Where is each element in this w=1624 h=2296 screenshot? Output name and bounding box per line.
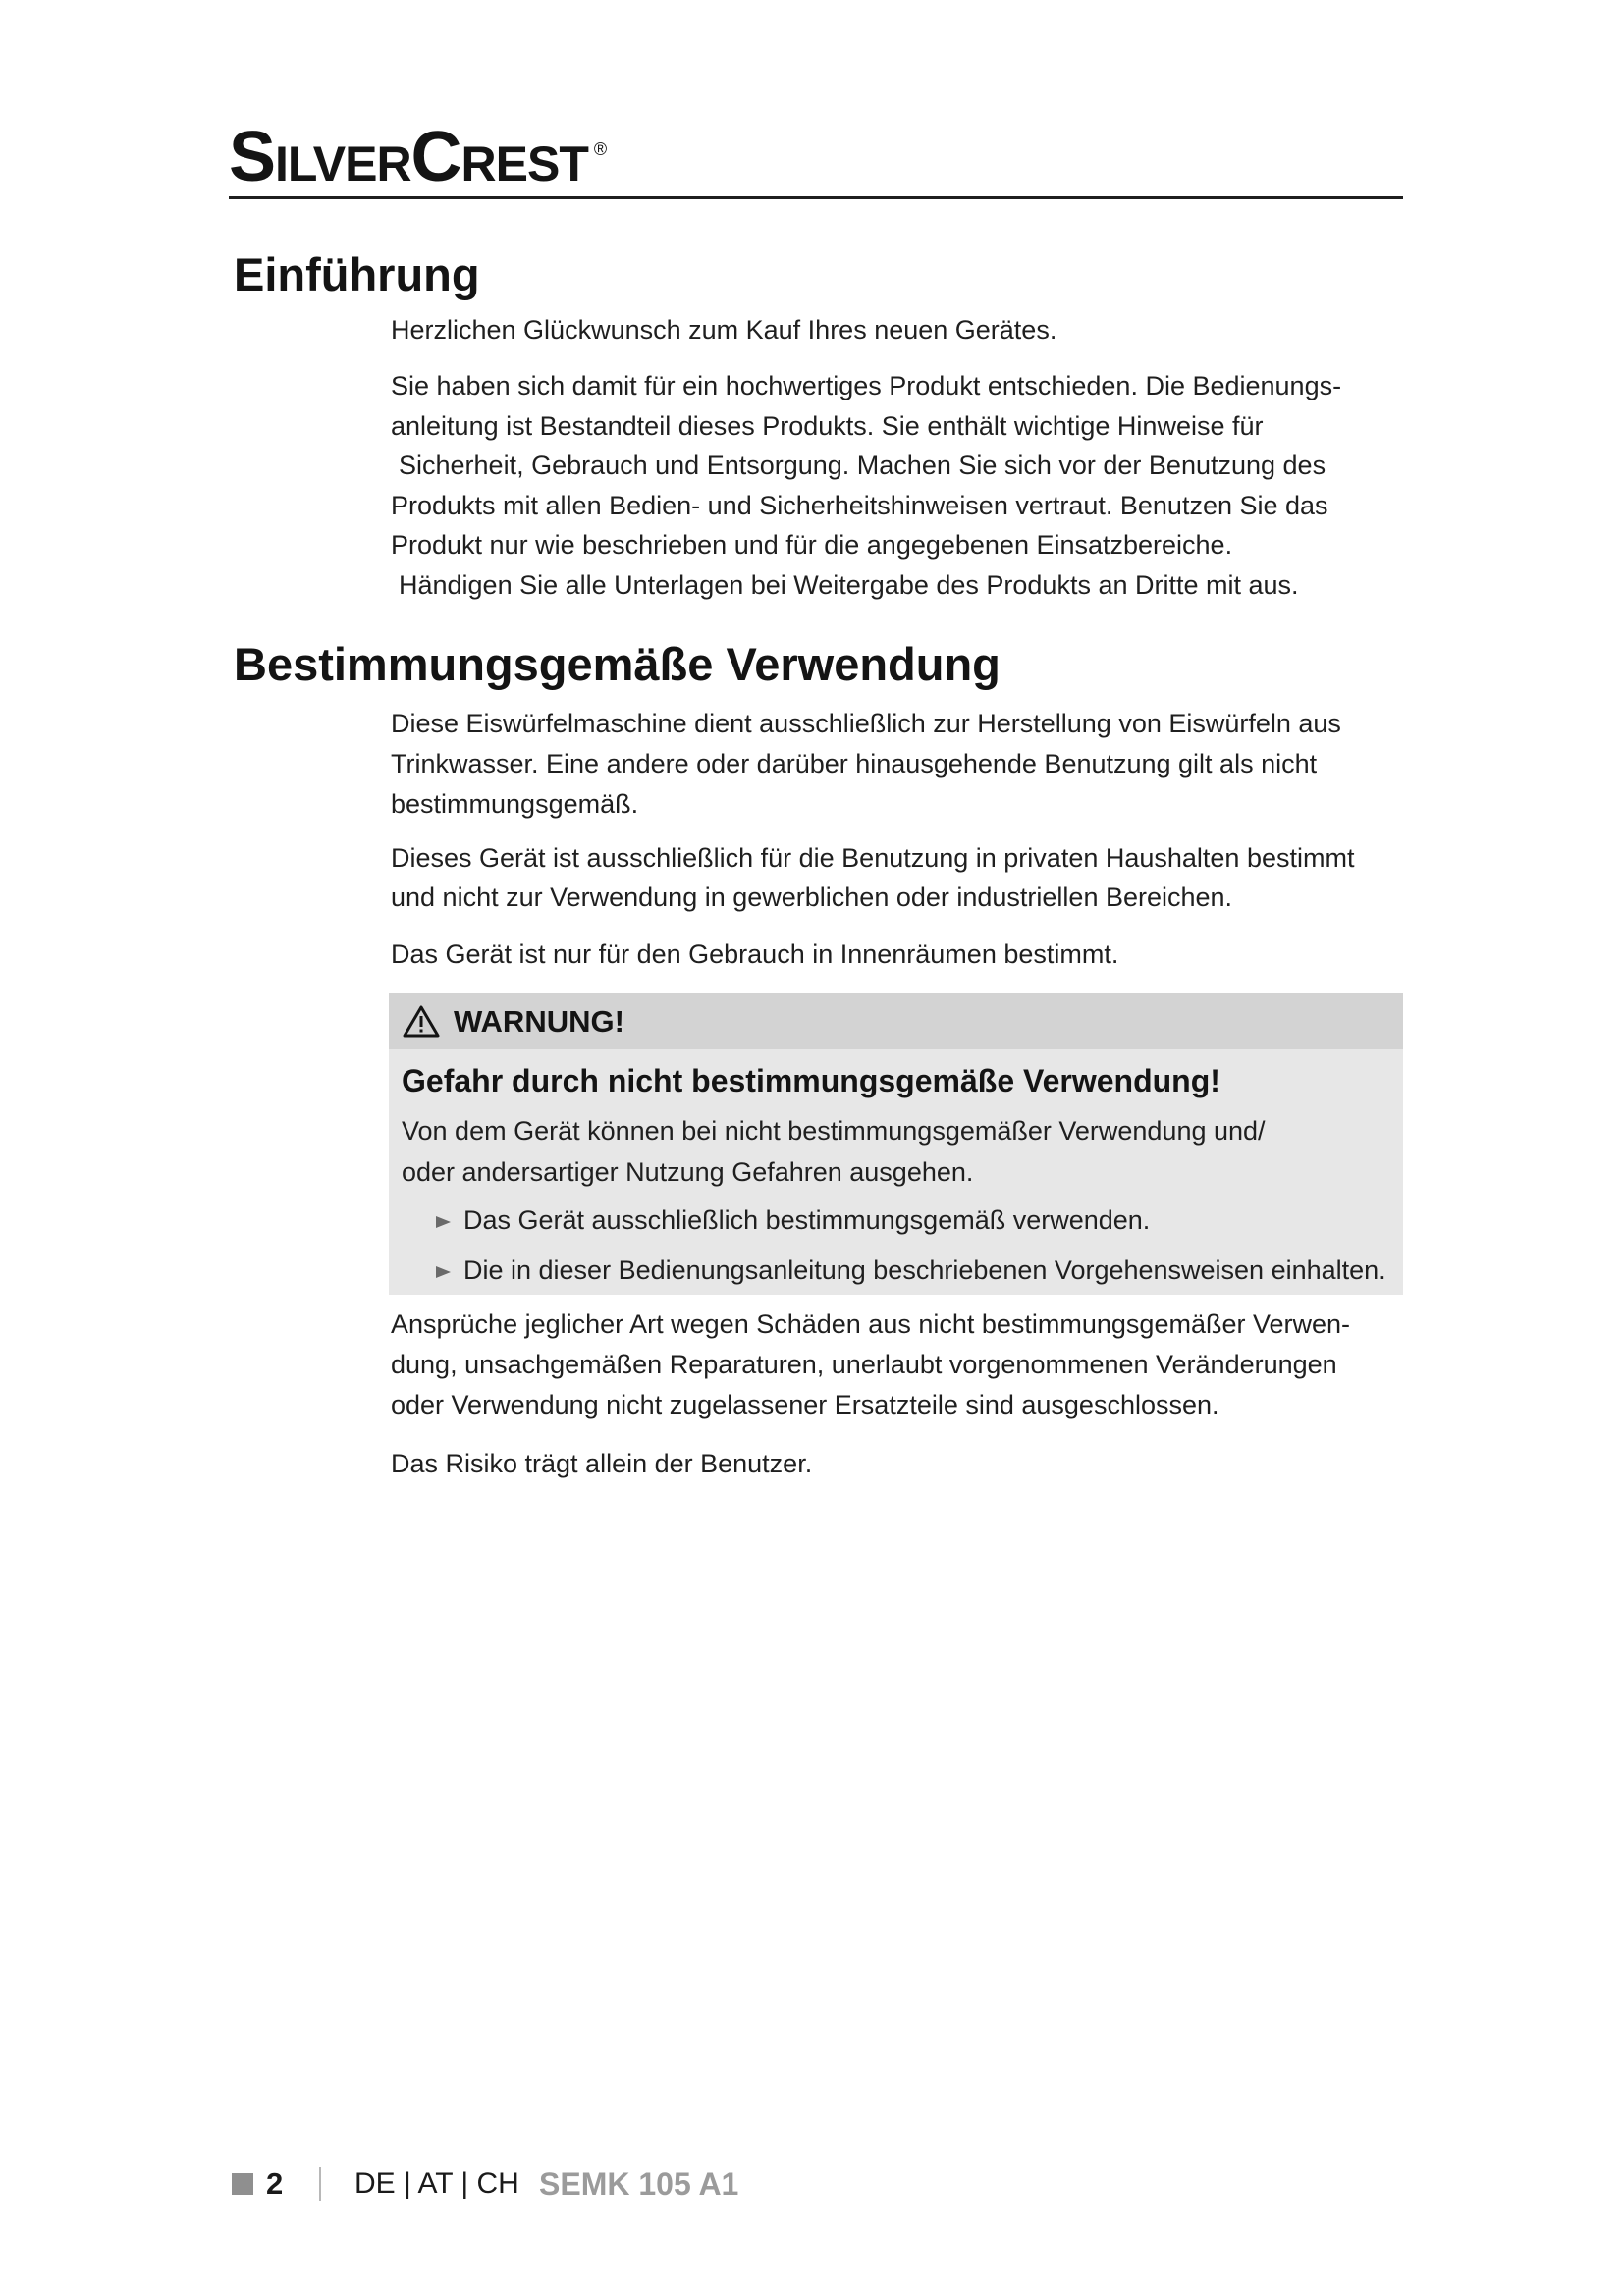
warning-header-band xyxy=(389,993,1403,1049)
intended-use-text-line: Das Gerät ist nur für den Gebrauch in Innenräumen bestimmt. xyxy=(391,939,1119,969)
brand-logo-text: SilverCrest xyxy=(229,118,588,196)
page-number: 2 xyxy=(266,2166,284,2201)
footer-model-number: SEMK 105 A1 xyxy=(539,2166,739,2202)
intro-text-line: Produkts mit allen Bedien- und Sicherheitshinweisen vertraut. Benutzen Sie das xyxy=(391,491,1328,520)
square-marker-icon xyxy=(232,2173,253,2195)
registered-mark: ® xyxy=(593,139,608,159)
warning-label: WARNUNG! xyxy=(454,1004,624,1039)
section-heading-intended-use: Bestimmungsgemäße Verwendung xyxy=(234,638,1001,690)
warning-box xyxy=(389,993,1403,1295)
intended-use-text-line: Ansprüche jeglicher Art wegen Schäden aus nicht bestimmungsgemäßer Verwen- xyxy=(391,1309,1351,1339)
warning-bullet-item xyxy=(436,1201,1388,1240)
section-heading-introduction: Einführung xyxy=(234,248,480,300)
intro-text-line: Herzlichen Glückwunsch zum Kauf Ihres neuen Gerätes. xyxy=(391,315,1057,345)
intended-use-text-line: Dieses Gerät ist ausschließlich für die Benutzung in privaten Haushalten bestimmt xyxy=(391,843,1355,873)
intended-use-text-line: dung, unsachgemäßen Reparaturen, unerlaubt vorgenommenen Veränderungen xyxy=(391,1350,1337,1379)
warning-bullet-text: Die in dieser Bedienungsanleitung beschriebenen Vorgehensweisen einhalten. xyxy=(463,1255,1386,1285)
header-rule xyxy=(229,196,1403,199)
footer-languages: DE | AT | CH xyxy=(354,2167,519,2200)
intro-text-line: Produkt nur wie beschrieben und für die angegebenen Einsatzbereiche. xyxy=(391,530,1233,560)
warning-text-line: Von dem Gerät können bei nicht bestimmungsgemäßer Verwendung und/ xyxy=(402,1116,1266,1146)
intro-text-line: anleitung ist Bestandteil dieses Produkts. Sie enthält wichtige Hinweise für xyxy=(391,411,1264,441)
brand-logo xyxy=(229,114,608,196)
bullet-arrow-icon xyxy=(436,1216,451,1228)
intended-use-text-line: Das Risiko trägt allein der Benutzer. xyxy=(391,1449,813,1478)
intro-text-line: Sicherheit, Gebrauch und Entsorgung. Machen Sie sich vor der Benutzung des xyxy=(399,451,1326,480)
footer-divider xyxy=(319,2167,321,2201)
intended-use-text-line: Trinkwasser. Eine andere oder darüber hinausgehende Benutzung gilt als nicht xyxy=(391,749,1318,778)
intro-text-line: Sie haben sich damit für ein hochwertiges Produkt entschieden. Die Bedienungs- xyxy=(391,371,1342,400)
warning-bullet-item xyxy=(436,1251,1388,1290)
intended-use-text-line: bestimmungsgemäß. xyxy=(391,789,639,819)
intended-use-text-line: Diese Eiswürfelmaschine dient ausschließlich zur Herstellung von Eiswürfeln aus xyxy=(391,709,1341,738)
warning-bullet-text: Das Gerät ausschließlich bestimmungsgemäß verwenden. xyxy=(463,1205,1151,1235)
warning-triangle-icon xyxy=(402,1004,441,1039)
bullet-arrow-icon xyxy=(436,1266,451,1278)
intro-text-line: Händigen Sie alle Unterlagen bei Weitergabe des Produkts an Dritte mit aus. xyxy=(399,570,1299,600)
warning-title: Gefahr durch nicht bestimmungsgemäße Verwendung! xyxy=(402,1063,1220,1098)
intended-use-text-line: oder Verwendung nicht zugelassener Ersatzteile sind ausgeschlossen. xyxy=(391,1390,1219,1419)
intended-use-text-line: und nicht zur Verwendung in gewerblichen oder industriellen Bereichen. xyxy=(391,882,1233,912)
warning-text-line: oder andersartiger Nutzung Gefahren ausgehen. xyxy=(402,1157,974,1187)
